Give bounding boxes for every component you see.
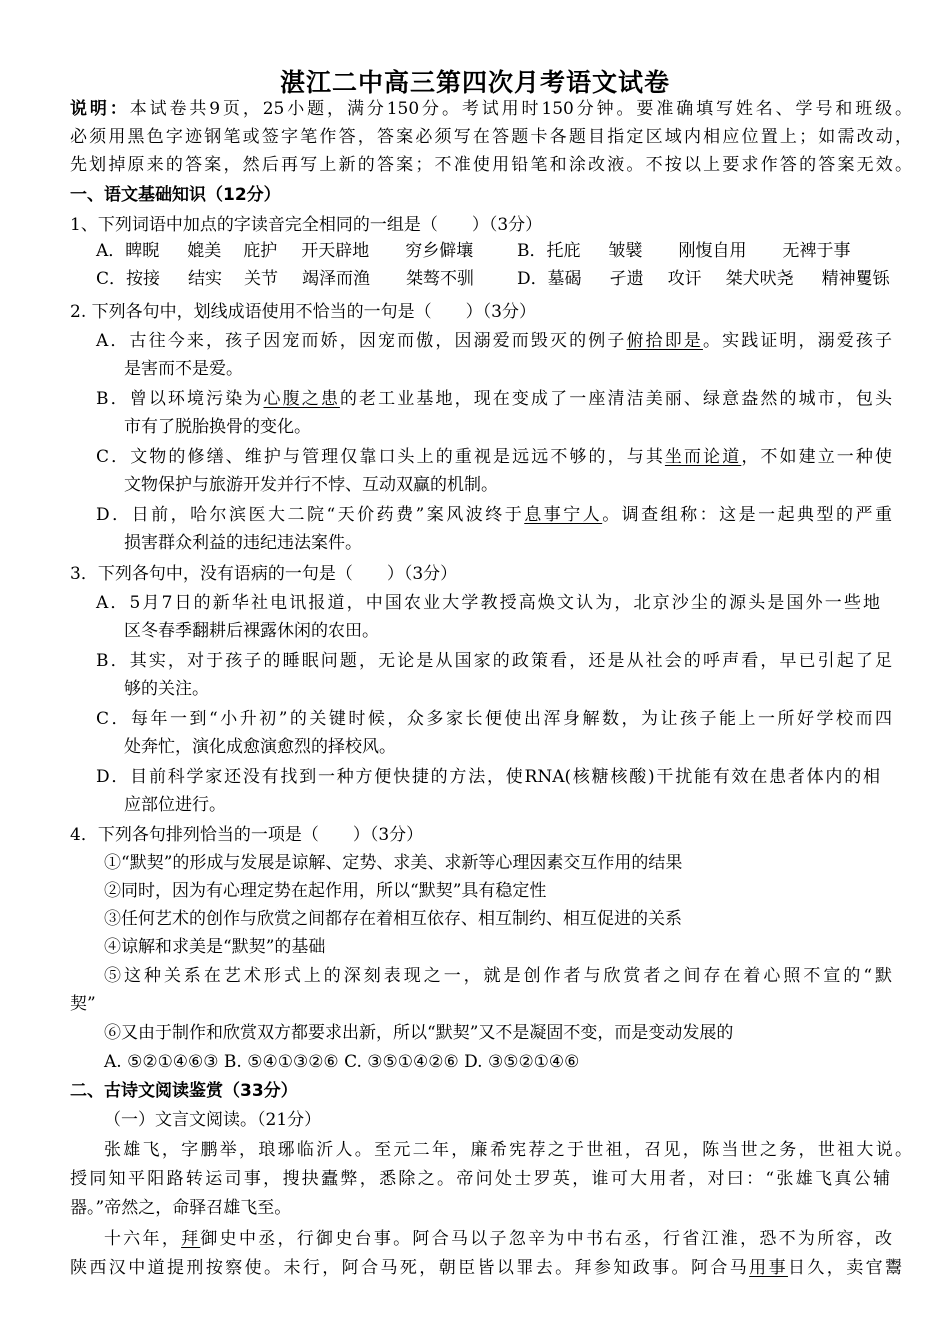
question-4-sentence-1: ①“默契”的形成与发展是谅解、定势、求美、求新等心理因素交互作用的结果 [104, 853, 683, 873]
question-2-option-d-cont: 损害群众利益的违纪违法案件。 [124, 533, 362, 553]
question-3-option-a: A．5月7日的新华社电讯报道，中国农业大学教授高焕文认为，北京沙尘的源头是国外一些地 [96, 593, 880, 613]
question-4-sentence-5: ⑤这种关系在艺术形式上的深刻表现之一，就是创作者与欣赏者之间存在着心照不宣的“默 [104, 966, 892, 986]
classical-para-2-line-1 [104, 1226, 892, 1252]
underlined-word: 拜 [181, 1229, 201, 1249]
option-word: 桀犬吠尧 [725, 269, 794, 289]
section-heading-2: 二、古诗文阅读鉴赏（33分） [70, 1081, 298, 1101]
question-3-option-d: D．目前科学家还没有找到一种方便快捷的方法，使RNA(核糖核酸)干扰能有效在患者体内的相 [96, 767, 880, 787]
question-3-option-a-cont: 区冬春季翻耕后裸露休闲的农田。 [124, 621, 379, 641]
notice-line-3: 先划掉原来的答案，然后再写上新的答案；不准使用铅笔和涂改液。不按以上要求作答的答案无效。 [70, 155, 912, 175]
option-label: D． [517, 269, 548, 289]
notice-line-2: 必须用黑色字迹钢笔或签字笔作答，答案必须写在答题卡各题目指定区域内相应位置上；如需改动， [70, 127, 912, 147]
option-word: 关节 [244, 269, 279, 289]
classical-subheading: （一）文言文阅读。（21分） [104, 1110, 322, 1130]
option-word: 孑遗 [609, 269, 644, 289]
question-2-option-c [96, 444, 892, 470]
question-4-sentence-6: ⑥又由于制作和欣赏双方都要求出新，所以“默契”又不是凝固不变，而是变动发展的 [104, 1023, 734, 1043]
classical-para-2-line-2 [70, 1255, 902, 1281]
passage-text: 日久，卖官鬻 [787, 1258, 903, 1278]
underlined-idiom: 俯拾即是 [626, 331, 703, 351]
question-1-option-a [96, 238, 473, 264]
notice-line-1 [70, 96, 912, 122]
question-3-option-c: C．每年一到“小升初”的关键时候，众多家长便使出浑身解数，为让孩子能上一所好学校而四 [96, 709, 892, 729]
option-word: 庇护 [243, 241, 278, 261]
notice-label: 说明： [70, 99, 130, 119]
option-word: 皱襞 [608, 241, 643, 261]
option-word: 竭泽而渔 [302, 269, 371, 289]
underlined-word: 用事 [749, 1258, 788, 1278]
option-label: B． [517, 241, 547, 261]
option-text: 的老工业基地，现在变成了一座清洁美丽、绿意盎然的城市，包头 [339, 389, 893, 409]
classical-para-1-line-2: 授同知平阳路转运司事，搜抉蠹弊，悉除之。帝问处士罗英，谁可大用者，对曰：“张雄飞真公辅 [70, 1169, 890, 1189]
option-text: A．古往今来，孩子因宠而娇，因宠而傲，因溺爱而毁灭的例子 [96, 331, 627, 351]
option-text: ，不如建立一种使 [741, 447, 892, 467]
question-2-option-d [96, 502, 892, 528]
option-word: 桀骜不驯 [406, 269, 475, 289]
option-word: 精神矍铄 [821, 269, 890, 289]
passage-text: 陕西汉中道提刑按察使。未行，阿合马死，朝臣皆以罪去。拜参知政事。阿合马 [70, 1258, 750, 1278]
option-label: A． [96, 241, 126, 261]
option-word: 开天辟地 [301, 241, 370, 261]
section-heading-1: 一、语文基础知识（12分） [70, 185, 281, 205]
option-text: D．日前，哈尔滨医大二院“天价药费”案风波终于 [96, 505, 525, 525]
option-word: 按接 [126, 269, 161, 289]
question-3-option-b-cont: 够的关注。 [124, 679, 209, 699]
question-1-stem: 1、下列词语中加点的字读音完全相同的一组是（ ）（3分） [70, 215, 543, 235]
option-text: 。实践证明，溺爱孩子 [702, 331, 893, 351]
question-1-option-d [517, 266, 890, 292]
question-3-option-b: B．其实，对于孩子的睡眠问题，无论是从国家的政策看，还是从社会的呼声看，早已引起了足 [96, 651, 892, 671]
question-4-options: A. ⑤②①④⑥③ B. ⑤④①③②⑥ C. ③⑤①④②⑥ D. ③⑤②①④⑥ [104, 1052, 580, 1072]
underlined-idiom: 坐而论道 [664, 447, 742, 467]
question-4-sentence-3: ③任何艺术的创作与欣赏之间都存在着相互依存、相互制约、相互促进的关系 [104, 909, 682, 929]
option-word: 媲美 [187, 241, 222, 261]
question-4-sentence-4: ④谅解和求美是“默契”的基础 [104, 937, 326, 957]
option-word: 穷乡僻壤 [405, 241, 474, 261]
question-4-sentence-2: ②同时，因为有心理定势在起作用，所以“默契”具有稳定性 [104, 881, 547, 901]
classical-para-1-line-3: 器。”帝然之，命驿召雄飞至。 [70, 1198, 292, 1218]
passage-text: 御史中丞，行御史台事。阿合马以子忽辛为中书右丞，行省江淮，恐不为所容，改 [200, 1229, 893, 1249]
question-1-option-c [96, 266, 474, 292]
option-text: 。调查组称：这是一起典型的严重 [602, 505, 893, 525]
option-word: 结实 [188, 269, 223, 289]
question-2-option-b [96, 386, 892, 412]
question-1-option-b [517, 238, 851, 264]
underlined-idiom: 息事宁人 [524, 505, 603, 525]
option-text: C．文物的修缮、维护与管理仅靠口头上的重视是远远不够的，与其 [96, 447, 665, 467]
option-word: 睥睨 [125, 241, 160, 261]
question-4-sentence-5-cont: 契” [70, 994, 96, 1014]
question-3-stem: 3．下列各句中，没有语病的一句是（ ）（3分） [70, 564, 458, 584]
option-label: C． [96, 269, 127, 289]
classical-para-1-line-1: 张雄飞，字鹏举，琅琊临沂人。至元二年，廉希宪荐之于世祖，召见，陈当世之务，世祖大说。 [104, 1140, 912, 1160]
option-word: 无裨于事 [782, 241, 851, 261]
question-2-option-b-cont: 市有了脱胎换骨的变化。 [124, 417, 311, 437]
notice-text-1: 本试卷共9页，25小题，满分150分。考试用时150分钟。要准确填写姓名、学号和班级。 [129, 99, 913, 119]
option-word: 托庇 [546, 241, 581, 261]
option-word: 攻讦 [667, 269, 702, 289]
question-2-option-a-cont: 是害而不是爱。 [124, 359, 243, 379]
question-2-stem: 2. 下列各句中，划线成语使用不恰当的一句是（ ）（3分） [70, 302, 536, 322]
question-3-option-d-cont: 应部位进行。 [124, 795, 226, 815]
underlined-idiom: 心腹之患 [263, 389, 340, 409]
option-word: 墓碣 [547, 269, 582, 289]
option-word: 刚愎自用 [678, 241, 747, 261]
question-4-stem: 4．下列各句排列恰当的一项是（ ）（3分） [70, 825, 424, 845]
passage-text: 十六年， [104, 1229, 182, 1249]
option-text: B．曾以环境污染为 [96, 389, 264, 409]
question-2-option-a [96, 328, 892, 354]
question-2-option-c-cont: 文物保护与旅游开发并行不悖、互动双赢的机制。 [124, 475, 498, 495]
exam-title: 湛江二中高三第四次月考语文试卷 [279, 68, 670, 97]
question-3-option-c-cont: 处奔忙，演化成愈演愈烈的择校风。 [124, 737, 396, 757]
